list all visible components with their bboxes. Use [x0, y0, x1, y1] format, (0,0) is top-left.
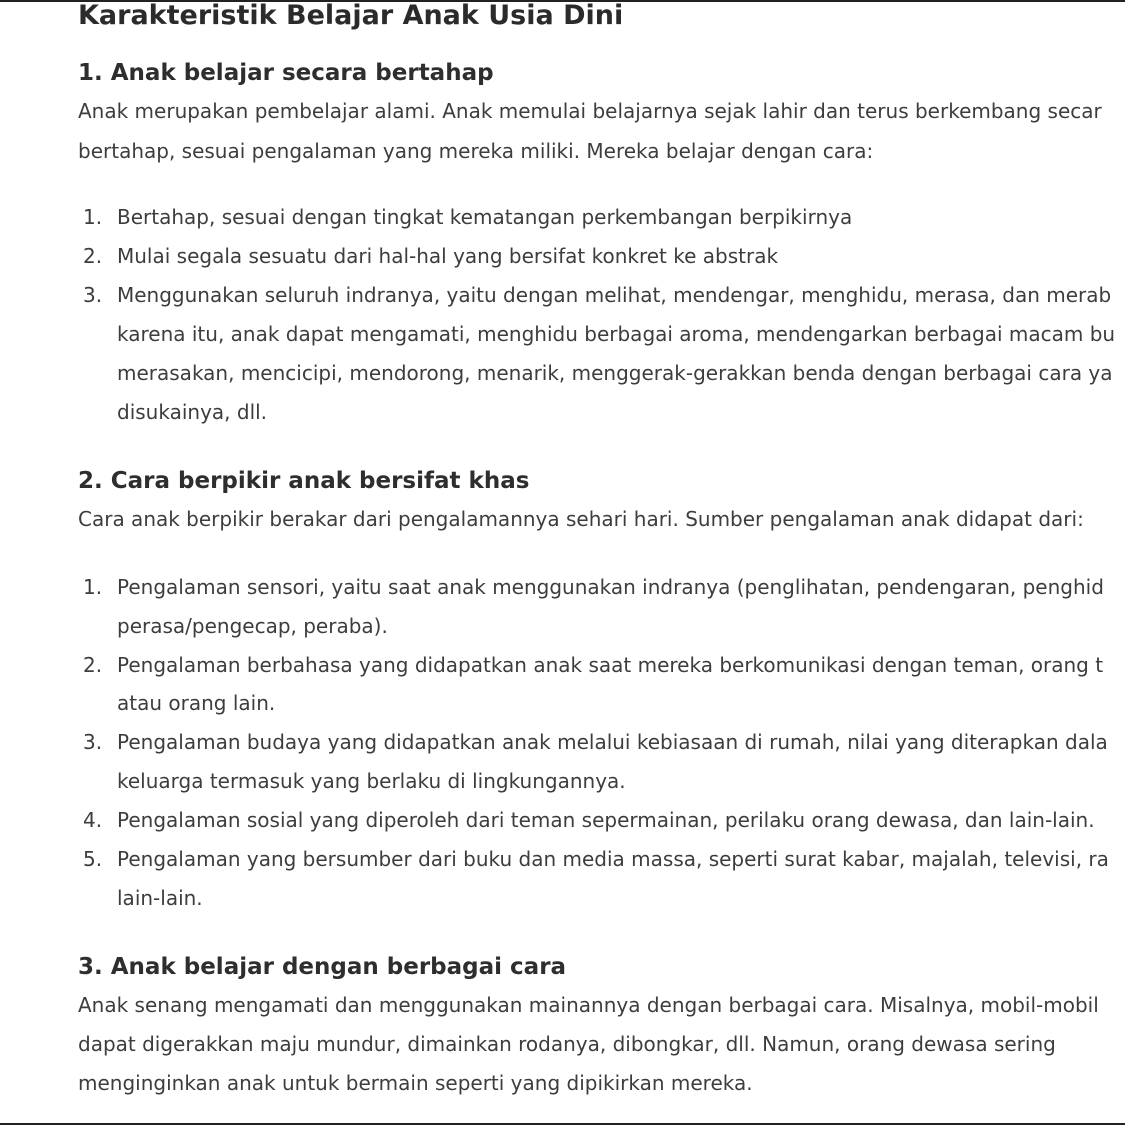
list-item: Pengalaman sosial yang diperoleh dari teman sepermainan, perilaku orang dewasa, dan lain-lain. [117, 808, 1095, 832]
section-1-heading: 1. Anak belajar secara bertahap [78, 60, 494, 86]
list-item: Pengalaman sensori, yaitu saat anak menggunakan indranya (penglihatan, pendengaran, penghid [117, 575, 1104, 599]
list-item: Mulai segala sesuatu dari hal-hal yang bersifat konkret ke abstrak [117, 244, 779, 268]
list-item-continuation: keluarga termasuk yang berlaku di lingkungannya. [117, 769, 626, 793]
list-number: 2. [83, 653, 103, 677]
list-number: 3. [83, 730, 103, 754]
list-item-continuation: disukainya, dll. [117, 400, 268, 424]
list-number: 4. [83, 808, 103, 832]
section-3-heading: 3. Anak belajar dengan berbagai cara [78, 954, 567, 980]
section-2-heading: 2. Cara berpikir anak bersifat khas [78, 468, 530, 494]
list-item: Pengalaman yang bersumber dari buku dan media massa, seperti surat kabar, majalah, televisi, ra [117, 847, 1109, 871]
list-number: 1. [83, 205, 103, 229]
list-item-continuation: merasakan, mencicipi, mendorong, menarik, menggerak-gerakkan benda dengan berbagai cara ya [117, 361, 1113, 385]
list-item: Bertahap, sesuai dengan tingkat kematangan perkembangan berpikirnya [117, 205, 853, 229]
section-3-intro-line: dapat digerakkan maju mundur, dimainkan rodanya, dibongkar, dll. Namun, orang dewasa sering [78, 1032, 1056, 1056]
page-title: Karakteristik Belajar Anak Usia Dini [78, 0, 624, 31]
list-item-continuation: lain-lain. [117, 886, 203, 910]
section-1-intro-line: Anak merupakan pembelajar alami. Anak memulai belajarnya sejak lahir dan terus berkembang secar [78, 99, 1102, 123]
list-number: 3. [83, 283, 103, 307]
list-item-continuation: perasa/pengecap, peraba). [117, 614, 388, 638]
list-number: 2. [83, 244, 103, 268]
list-item: Pengalaman budaya yang didapatkan anak melalui kebiasaan di rumah, nilai yang diterapkan dala [117, 730, 1108, 754]
list-number: 1. [83, 575, 103, 599]
list-item-continuation: karena itu, anak dapat mengamati, menghidu berbagai aroma, mendengarkan berbagai macam bu [117, 322, 1116, 346]
section-1-intro-line: bertahap, sesuai pengalaman yang mereka miliki. Mereka belajar dengan cara: [78, 139, 874, 163]
list-number: 5. [83, 847, 103, 871]
list-item: Pengalaman berbahasa yang didapatkan anak saat mereka berkomunikasi dengan teman, orang t [117, 653, 1104, 677]
section-3-intro-line: Anak senang mengamati dan menggunakan mainannya dengan berbagai cara. Misalnya, mobil-mobil [78, 993, 1099, 1017]
list-item: Menggunakan seluruh indranya, yaitu dengan melihat, mendengar, menghidu, merasa, dan merab [117, 283, 1112, 307]
list-item-continuation: atau orang lain. [117, 691, 276, 715]
section-2-intro-line: Cara anak berpikir berakar dari pengalamannya sehari hari. Sumber pengalaman anak didapat dari: [78, 507, 1084, 531]
section-3-intro-line: menginginkan anak untuk bermain seperti yang dipikirkan mereka. [78, 1071, 753, 1095]
